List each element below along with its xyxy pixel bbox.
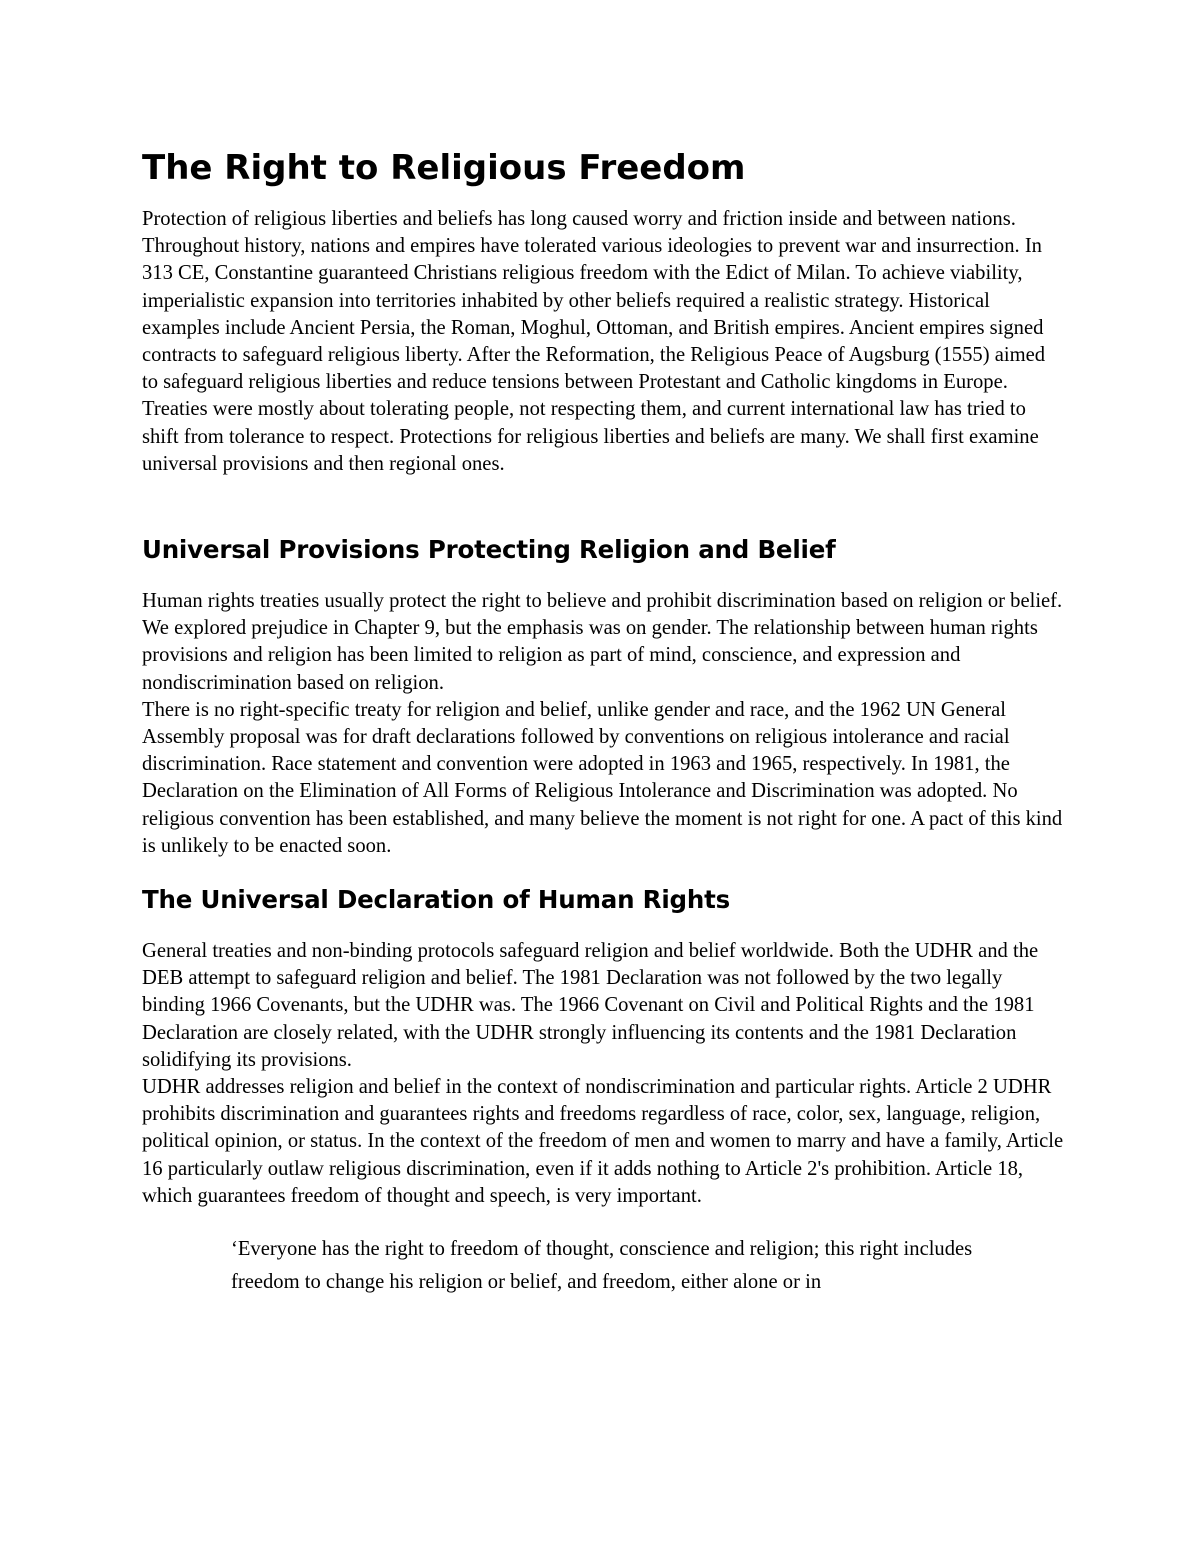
intro-paragraph: Protection of religious liberties and beliefs has long caused worry and friction inside and between nations. Throughout history, nations and empires have tolerated various ideologies to prevent war and insurrection. In 313 CE, Constantine guaranteed Christians religious freedom with the Edict of Milan. To achieve viability, imperialistic expansion into territories inhabited by other beliefs required a realistic strategy. Historical examples include Ancient Persia, the Roman, Moghul, Ottoman, and British empires. Ancient empires signed contracts to safeguard religious liberty. After the Reformation, the Religious Peace of Augsburg (1555) aimed to safeguard religious liberties and reduce tensions between Protestant and Catholic kingdoms in Europe. Treaties were mostly about tolerating people, not respecting them, and current international law has tried to shift from tolerance to respect. Protections for religious liberties and beliefs are many. We shall first examine universal provisions and then regional ones. [142,208,1046,475]
body-paragraph: General treaties and non-binding protocols safeguard religion and belief worldwide. Both the UDHR and the DEB attempt to safeguard religion and belief. The 1981 Declaration was not followed by the two legally binding 1966 Covenants, but the UDHR was. The 1966 Covenant on Civil and Political Rights and the 1981 Declaration are closely related, with the UDHR strongly influencing its contents and the 1981 Declaration solidifying its provisions. [142,940,1039,1071]
body-paragraph: Human rights treaties usually protect the right to believe and prohibit discrimination based on religion or belief. We explored prejudice in Chapter 9, but the emphasis was on gender. The relationship between human rights provisions and religion has been limited to religion as part of mind, conscience, and expression and nondiscrimination based on religion. [142,590,1063,694]
page-title: The Right to Religious Freedom [142,148,746,188]
section-heading-universal-provisions: Universal Provisions Protecting Religion and Belief [142,535,836,565]
body-paragraph: There is no right-specific treaty for religion and belief, unlike gender and race, and the 1962 UN General Assembly proposal was for draft declarations followed by conventions on religious intolerance and racial discrimination. Race statement and convention were adopted in 1963 and 1965, respectively. In 1981, the Declaration on the Elimination of All Forms of Religious Intolerance and Discrimination was adopted. No religious convention has been established, and many believe the moment is not right for one. A pact of this kind is unlikely to be enacted soon. [142,698,1063,857]
section-heading-udhr: The Universal Declaration of Human Rights [142,885,731,915]
document-content [142,140,1064,1299]
block-quote: ‘Everyone has the right to freedom of thought, conscience and religion; this right includes freedom to change his religion or belief, and freedom, either alone or in [231,1238,973,1294]
body-paragraph: UDHR addresses religion and belief in the context of nondiscrimination and particular rights. Article 2 UDHR prohibits discrimination and guarantees rights and freedoms regardless of race, color, sex, language, religion, political opinion, or status. In the context of the freedom of men and women to marry and have a family, Article 16 particularly outlaw religious discrimination, even if it adds nothing to Article 2's prohibition. Article 18, which guarantees freedom of thought and speech, is very important. [142,1076,1064,1207]
